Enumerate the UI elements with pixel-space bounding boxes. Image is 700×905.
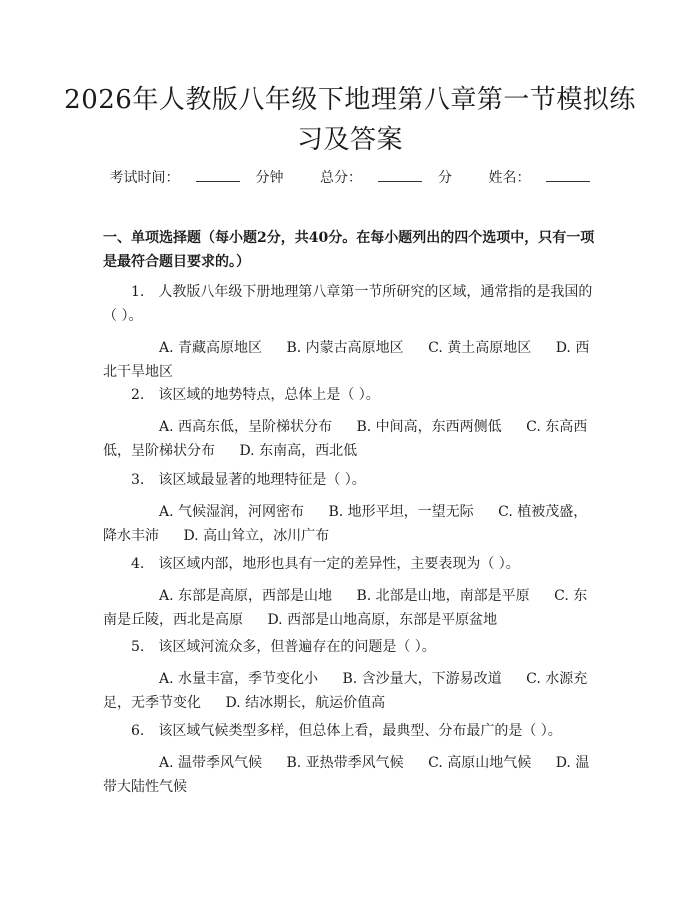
question-3 — [103, 468, 600, 548]
option-d: D. 东南高，西北低 — [239, 443, 358, 459]
student-name — [480, 170, 598, 186]
option-c: C. 东高西低，呈阶梯状分布 — [103, 419, 588, 459]
option-c: C. 水源充足，无季节变化 — [103, 671, 588, 711]
option-b: B. 地形平坦，一望无际 — [328, 504, 474, 520]
question-options — [103, 751, 600, 799]
option-b: B. 含沙量大，下游易改道 — [342, 671, 502, 687]
name-blank — [546, 169, 590, 182]
question-5 — [103, 635, 600, 715]
option-a: A. 水量丰富，季节变化小 — [159, 671, 319, 687]
exam-meta — [0, 167, 700, 187]
question-stem: 6. 该区域气候类型多样，但总体上看，最典型、分布最广的是（ ）。 — [131, 723, 562, 739]
section-heading: 一、单项选择题（每小题2分，共40分。在每小题列出的四个选项中，只有一项是最符合题目要求的。） — [103, 230, 595, 270]
question-stem: 2. 该区域的地势特点，总体上是（ ）。 — [131, 387, 380, 403]
option-c: C. 东南是丘陵，西北是高原 — [103, 588, 588, 628]
option-d: D. 高山耸立，冰川广布 — [183, 528, 330, 544]
question-options — [103, 500, 600, 548]
time-label: 考试时间： — [109, 170, 180, 186]
exam-time — [102, 170, 292, 186]
question-options — [103, 415, 600, 463]
question-options — [103, 667, 600, 715]
option-a: A. 西高东低，呈阶梯状分布 — [159, 419, 333, 435]
document-title: 2026年人教版八年级下地理第八章第一节模拟练习及答案 — [64, 85, 636, 155]
option-d: D. 西北干旱地区 — [103, 340, 590, 380]
option-c: C. 植被茂盛，降水丰沛 — [103, 504, 588, 544]
question-stem: 3. 该区域最显著的地理特征是（ ）。 — [131, 472, 366, 488]
question-stem: 1. 人教版八年级下册地理第八章第一节所研究的区域，通常指的是我国的（ ）。 — [103, 284, 593, 324]
option-a: A. 温带季风气候 — [159, 755, 263, 771]
question-stem: 4. 该区域内部，地形也具有一定的差异性，主要表现为（ ）。 — [131, 556, 520, 572]
exam-score — [312, 170, 460, 186]
option-d: D. 结冰期长，航运价值高 — [225, 695, 386, 711]
option-d: D. 西部是山地高原，东部是平原盆地 — [267, 612, 498, 628]
question-2 — [103, 383, 600, 463]
name-label: 姓名： — [488, 170, 531, 186]
option-b: B. 亚热带季风气候 — [286, 755, 404, 771]
score-blank — [378, 169, 422, 182]
question-1 — [103, 280, 600, 384]
question-6 — [103, 719, 600, 799]
option-b: B. 北部是山地，南部是平原 — [356, 588, 530, 604]
score-label: 总分： — [320, 170, 362, 186]
option-b: B. 中间高，东西两侧低 — [356, 419, 502, 435]
option-a: A. 青藏高原地区 — [159, 340, 263, 356]
question-options — [103, 336, 600, 384]
option-c: C. 黄土高原地区 — [428, 340, 532, 356]
option-c: C. 高原山地气候 — [428, 755, 532, 771]
time-unit: 分钟 — [255, 170, 284, 186]
option-a: A. 气候湿润，河网密布 — [159, 504, 305, 520]
question-stem: 5. 该区域河流众多，但普遍存在的问题是（ ）。 — [131, 639, 436, 655]
option-a: A. 东部是高原，西部是山地 — [159, 588, 333, 604]
option-b: B. 内蒙古高原地区 — [286, 340, 404, 356]
option-d: D. 温带大陆性气候 — [103, 755, 590, 795]
question-4 — [103, 552, 600, 632]
time-blank — [196, 169, 240, 182]
question-options — [103, 584, 600, 632]
score-unit: 分 — [438, 170, 452, 186]
